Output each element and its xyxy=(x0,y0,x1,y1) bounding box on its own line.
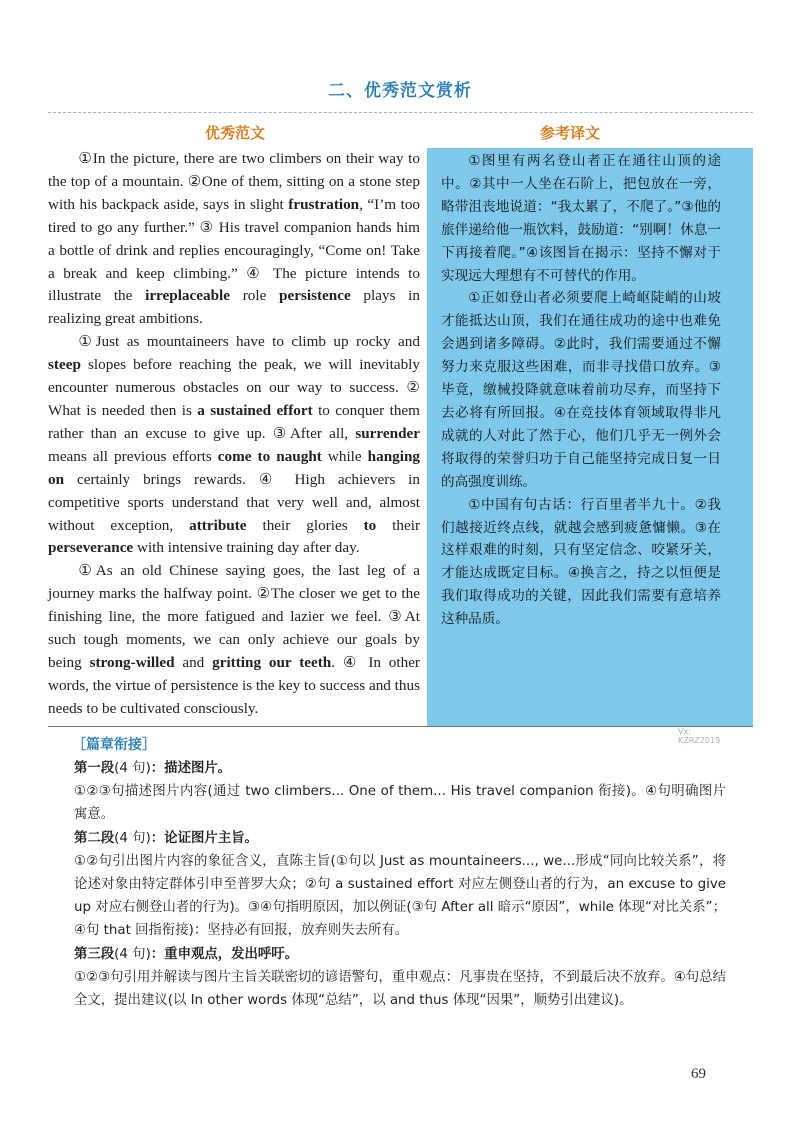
bold-phrase: steep xyxy=(48,356,81,374)
linking-label: ［篇章衔接］ xyxy=(72,737,156,753)
bold-phrase: to xyxy=(363,516,377,534)
text-run: certainly brings rewards. ④ High achievers in competitive sports understand that very well and, almost without exception, xyxy=(48,470,420,534)
para1-count: (4 句) xyxy=(114,761,151,776)
bold-phrase: strong-willed xyxy=(89,653,175,671)
translation-paragraph-1: ①图里有两名登山者正在通往山顶的途中。②其中一人坐在石阶上，把包放在一旁，略带沮丧地说道：“我太累了，不爬了。”③他的旅伴递给他一瓶饮料，鼓励道：“别啊！休息一下再接着爬。”④该图旨在揭示：坚持不懈对于实现远大理想有不可替代的作用。 xyxy=(441,153,721,284)
text-run: ①Just as mountaineers have to climb up rocky and xyxy=(78,333,420,351)
text-run: ①As an old Chinese saying goes, the last leg of a journey marks the halfway point. ②The closer we get to the finishing line, the more fatigued and lazier we feel. ③At such tough moments, we can only achieve our goals by being xyxy=(48,562,420,671)
para2-heading xyxy=(74,827,726,850)
para2-text: ①②句引出图片内容的象征含义，直陈主旨(①句以 Just as mountaineers..., we...形成“同向比较关系”，将论述对象由特定群体引申至普罗大众；②句 a sustained effort 对应左侧登山者的行为，an excuse to give up 对应右侧登山者的行为)。③④句指明原因，加以例证(③句 After all 暗示“原因”，while 体现“对比关系”；④句 that 回指衔接)：坚持必有回报，放弃则失去所有。 xyxy=(74,853,726,939)
para2-count: (4 句) xyxy=(114,830,151,846)
text-run: ①In the picture, there are two climbers on their way to the top of a mountain. ②One of them, sitting on a stone step with his backpack aside, says in slight xyxy=(48,150,420,213)
section-divider xyxy=(48,726,753,727)
text-run: means all previous efforts xyxy=(48,447,218,465)
text-run: while xyxy=(321,447,368,465)
essay-paragraph-1 xyxy=(48,148,420,331)
bold-phrase: come to naught xyxy=(217,447,322,465)
text-run: , “I’m too tired to go any further.” ③ His travel companion hands him a bottle of drink and replies encouragingly, “Come on! Take a break and keep climbing.” ④ The picture intends to illustrate the xyxy=(48,195,421,305)
text-run: role xyxy=(230,287,280,305)
bold-phrase: gritting our teeth xyxy=(212,653,332,671)
translation-paragraph-2: ①正如登山者必须要爬上崎岖陡峭的山坡才能抵达山顶，我们在通往成功的途中也难免会遇到诸多障碍。②此时，我们需要通过不懈努力来克服这些困难，而非寻找借口放弃。③毕竟，缴械投降就意味着前功尽弃，而坚持下去必将有所回报。④在竞技体育领域取得非凡成就的人对此了然于心，他们几乎无一例外会将取得的荣誉归功于自己能坚持完成日复一日的高强度训练。 xyxy=(441,290,721,490)
para1-heading xyxy=(74,757,726,780)
para1-text: ①②③句描述图片内容(通过 two climbers... One of them... His travel companion 衔接)。④句明确图片寓意。 xyxy=(74,784,726,823)
bold-phrase: persistence xyxy=(279,287,351,305)
bold-phrase: surrender xyxy=(355,424,420,442)
essay-paragraph-2 xyxy=(48,331,420,560)
watermark xyxy=(678,727,720,745)
para3-title: ：重申观点，发出呼吁。 xyxy=(150,946,299,962)
dashed-divider xyxy=(48,112,753,113)
para2-head: 第二段 xyxy=(74,830,115,846)
translation-text xyxy=(441,148,721,631)
translation-panel xyxy=(427,148,753,726)
text-run: and xyxy=(174,653,213,671)
text-run: with intensive training day after day. xyxy=(133,539,360,557)
text-run: their glories xyxy=(246,516,364,534)
page-number: 69 xyxy=(691,1066,706,1082)
para3-head: 第三段 xyxy=(74,946,115,962)
translation-paragraph-3: ①中国有句古话：行百里者半九十。②我们越接近终点线，就越会感到疲惫慵懒。③在这样艰难的时刻，只有坚定信念、咬紧牙关，才能达成既定目标。④换言之，持之以恒便是我们取得成功的关键，因此我们需要有意培养这种品质。 xyxy=(441,496,721,628)
watermark-line-1: Vx: xyxy=(678,727,691,736)
para1-title: ：描述图片。 xyxy=(150,761,232,776)
text-run: to conquer them rather than an excuse to give up. ③After all, xyxy=(48,401,420,442)
section-title: 二、优秀范文赏析 xyxy=(328,81,472,101)
bold-phrase: frustration xyxy=(288,195,360,213)
para3-count: (4 句) xyxy=(114,946,151,962)
text-run: plays in realizing great ambitions. xyxy=(48,287,420,328)
model-essay-heading: 优秀范文 xyxy=(205,124,266,142)
text-run: . ④ In other words, the virtue of persistence is the key to success and thus needs to be cultivated consciously. xyxy=(48,653,421,717)
text-run: slopes before reaching the peak, we will inevitably encounter numerous obstacles on our way to success. ② What is needed then is xyxy=(48,356,420,419)
para1-head: 第一段 xyxy=(74,761,115,776)
bold-phrase: perseverance xyxy=(48,539,134,557)
bold-phrase: a sustained effort xyxy=(197,401,313,419)
model-essay xyxy=(48,148,420,721)
watermark-line-2: KZRZ2019 xyxy=(678,736,721,745)
para2-title: ：论证图片主旨。 xyxy=(150,830,258,846)
essay-paragraph-3 xyxy=(48,560,420,720)
bold-phrase: irreplaceable xyxy=(145,287,231,305)
para3-heading xyxy=(74,943,726,966)
bold-phrase: attribute xyxy=(189,516,247,534)
linking-analysis xyxy=(74,757,726,1012)
para3-text: ①②③句引用并解读与图片主旨关联密切的谚语警句，重申观点：凡事贵在坚持，不到最后决不放弃。④句总结全文，提出建议(以 In other words 体现“总结”，以 and thus 体现“因果”，顺势引出建议)。 xyxy=(74,969,726,1009)
translation-heading: 参考译文 xyxy=(540,124,601,142)
bold-phrase: hanging on xyxy=(48,447,420,488)
text-run: their xyxy=(376,516,421,534)
